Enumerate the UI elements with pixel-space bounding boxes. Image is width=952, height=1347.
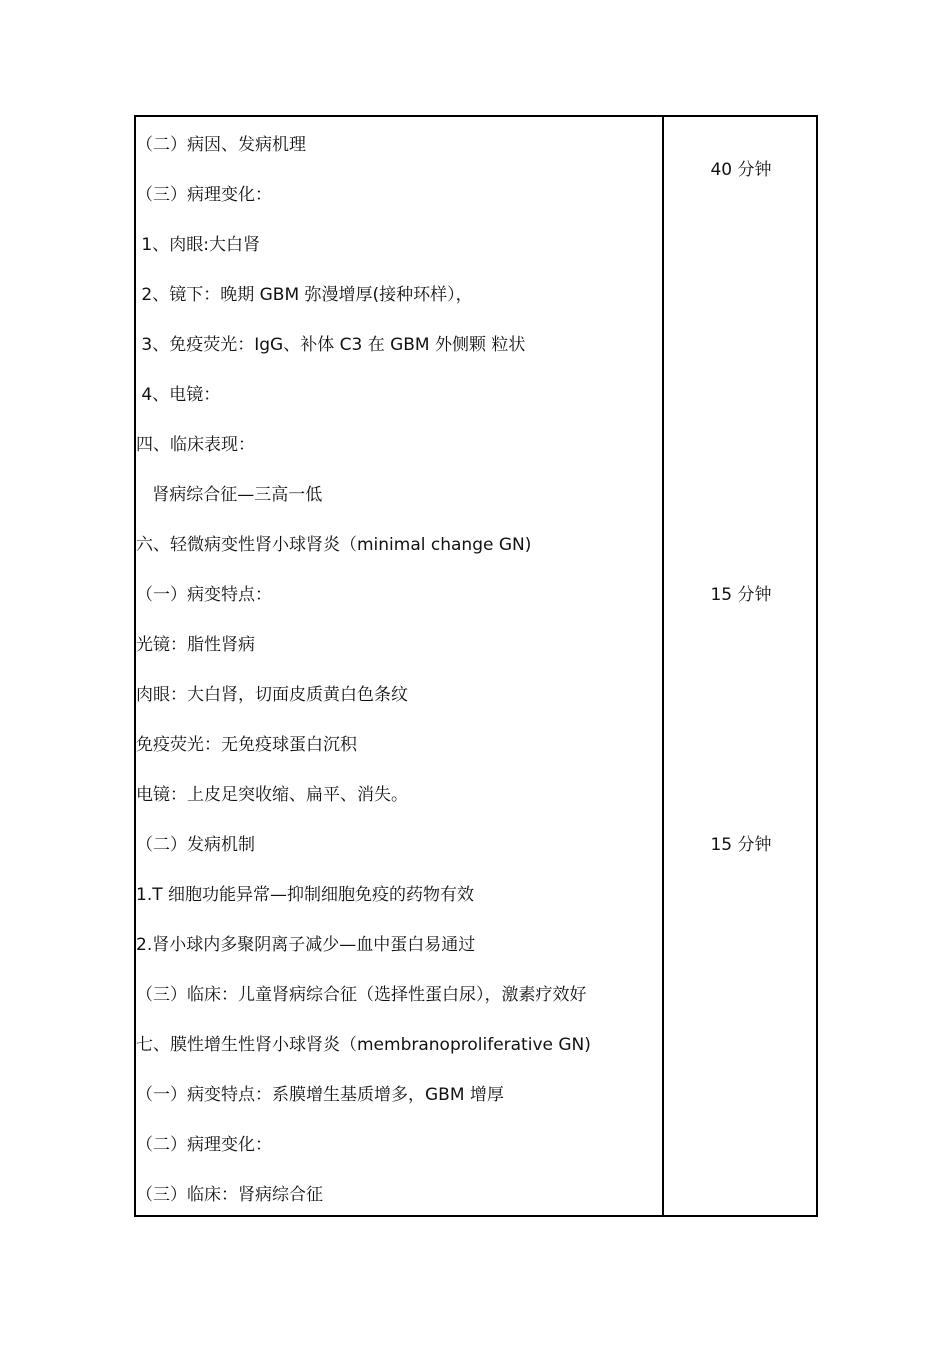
content-line: 六、轻微病变性肾小球肾炎（minimal change GN) bbox=[136, 535, 532, 555]
content-line: 1、肉眼:大白肾 bbox=[136, 235, 260, 255]
content-line: 2.肾小球内多聚阴离子减少—血中蛋白易通过 bbox=[136, 935, 476, 955]
content-line: 2、镜下：晚期 GBM 弥漫增厚(接种环样）， bbox=[136, 285, 473, 305]
content-line: 1.T 细胞功能异常—抑制细胞免疫的药物有效 bbox=[136, 885, 475, 905]
time-column bbox=[664, 117, 818, 1215]
content-line: （二）病因、发病机理 bbox=[136, 135, 306, 155]
content-line: 肉眼：大白肾，切面皮质黄白色条纹 bbox=[136, 685, 408, 705]
content-line: （一）病变特点：系膜增生基质增多，GBM 增厚 bbox=[136, 1085, 504, 1105]
content-line: 免疫荧光：无免疫球蛋白沉积 bbox=[136, 735, 357, 755]
content-line: （二）发病机制 bbox=[136, 835, 255, 855]
content-line: （三）临床：肾病综合征 bbox=[136, 1185, 323, 1205]
content-column bbox=[136, 117, 662, 1215]
content-line: 4、电镜： bbox=[136, 385, 221, 405]
content-line: 电镜：上皮足突收缩、扁平、消失。 bbox=[136, 785, 408, 805]
content-line: 光镜：脂性肾病 bbox=[136, 635, 255, 655]
time-label: 15 分钟 bbox=[710, 585, 772, 605]
content-line: 3、免疫荧光：IgG、补体 C3 在 GBM 外侧颗 粒状 bbox=[136, 335, 526, 355]
time-label: 15 分钟 bbox=[710, 835, 772, 855]
content-line: 七、膜性增生性肾小球肾炎（membranoproliferative GN) bbox=[136, 1035, 591, 1055]
time-label: 40 分钟 bbox=[710, 160, 772, 180]
content-line: 四、临床表现： bbox=[136, 435, 255, 455]
lesson-plan-table bbox=[134, 115, 818, 1217]
content-line: 肾病综合征—三高一低 bbox=[136, 485, 323, 505]
content-line: （三）临床：儿童肾病综合征（选择性蛋白尿），激素疗效好 bbox=[136, 985, 587, 1005]
content-line: （三）病理变化： bbox=[136, 185, 272, 205]
content-line: （二）病理变化： bbox=[136, 1135, 272, 1155]
content-line: （一）病变特点： bbox=[136, 585, 272, 605]
